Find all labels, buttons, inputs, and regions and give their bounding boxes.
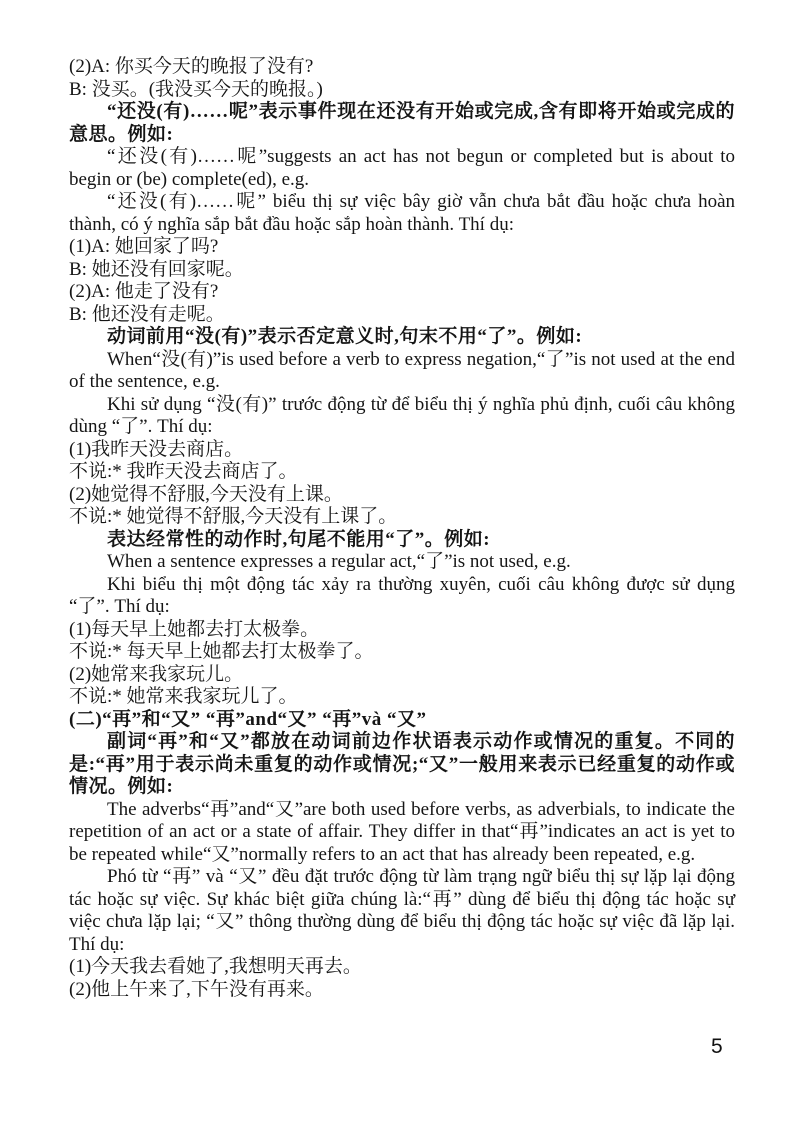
vi-translation-paragraph: Khi biểu thị một động tác xảy ra thường xuyên, cuối câu không được sử dụng “了”. Thí dụ:: [69, 573, 735, 617]
cn-rule-paragraph: 副词“再”和“又”都放在动词前边作状语表示动作或情况的重复。不同的是:“再”用于表示尚未重复的动作或情况;“又”一般用来表示已经重复的动作或情况。例如:: [69, 731, 735, 797]
counter-example: 不说:* 她觉得不舒服,今天没有上课了。: [69, 506, 398, 527]
counter-example: 不说:* 我昨天没去商店了。: [69, 461, 298, 482]
cn-rule-paragraph: 动词前用“没(有)”表示否定意义时,句末不用“了”。例如:: [107, 326, 583, 347]
en-translation-paragraph: The adverbs“再”and“又”are both used before verbs, as adverbials, to indicate the repetition of an act or a state of affair. They differ in that“再”indicates an act is yet to be repeated while“又”normally refers to an act that has already been repeated, e.g.: [69, 798, 735, 865]
dialogue-line: (1)A: 她回家了吗?: [69, 236, 219, 257]
vi-translation-paragraph: “还没(有)……呢” biểu thị sự việc bây giờ vẫn chưa bắt đầu hoặc chưa hoàn thành, có ý nghĩa sắp bắt đầu hoặc sắp hoàn thành. Thí dụ:: [69, 191, 735, 235]
page-number: 5: [711, 1035, 723, 1058]
example-sentence: (2)她常来我家玩儿。: [69, 663, 244, 685]
cn-rule-paragraph: 表达经常性的动作时,句尾不能用“了”。例如:: [107, 528, 491, 550]
example-sentence: (2)她觉得不舒服,今天没有上课。: [69, 483, 343, 505]
example-sentence: (2)他上午来了,下午没有再来。: [69, 978, 324, 1000]
page-content: [69, 56, 735, 1001]
en-translation-paragraph: When a sentence expresses a regular act,“了”is not used, e.g.: [107, 551, 571, 572]
dialogue-line: (2)A: 他走了没有?: [69, 281, 219, 302]
example-sentence: (1)每天早上她都去打太极拳。: [69, 618, 320, 640]
example-sentence: (1)我昨天没去商店。: [69, 438, 244, 460]
cn-rule-paragraph: “还没(有)……呢”表示事件现在还没有开始或完成,含有即将开始或完成的意思。例如:: [69, 101, 735, 145]
dialogue-reply: B: 没买。(我没买今天的晚报。): [69, 78, 323, 100]
example-sentence: (1)今天我去看她了,我想明天再去。: [69, 956, 362, 977]
section-heading: (二)“再”和“又” “再”and“又” “再”và “又”: [69, 708, 427, 730]
vi-translation-paragraph: Khi sử dụng “没(有)” trước động từ để biểu thị ý nghĩa phủ định, cuối câu không dùng “了”. Thí dụ:: [69, 393, 735, 437]
dialogue-line: (2)A: 你买今天的晚报了没有?: [69, 56, 314, 77]
dialogue-reply: B: 他还没有走呢。: [69, 303, 225, 325]
counter-example: 不说:* 每天早上她都去打太极拳了。: [69, 641, 374, 662]
counter-example: 不说:* 她常来我家玩儿了。: [69, 686, 298, 707]
en-translation-paragraph: “还没(有)……呢”suggests an act has not begun or completed but is about to begin or (be) complete(ed), e.g.: [69, 146, 735, 190]
vi-translation-paragraph: Phó từ “再” và “又” đều đặt trước động từ làm trạng ngữ biểu thị sự lặp lại động tác hoặc sự việc. Sự khác biệt giữa chúng là:“再” dùng để biểu thị động tác hoặc sự việc chưa lặp lại; “又” thông thường dùng để biểu thị động tác hoặc sự việc đã lặp lại. Thí dụ:: [69, 866, 735, 955]
en-translation-paragraph: When“没(有)”is used before a verb to express negation,“了”is not used at the end of the sentence, e.g.: [69, 348, 735, 392]
dialogue-reply: B: 她还没有回家呢。: [69, 258, 244, 280]
